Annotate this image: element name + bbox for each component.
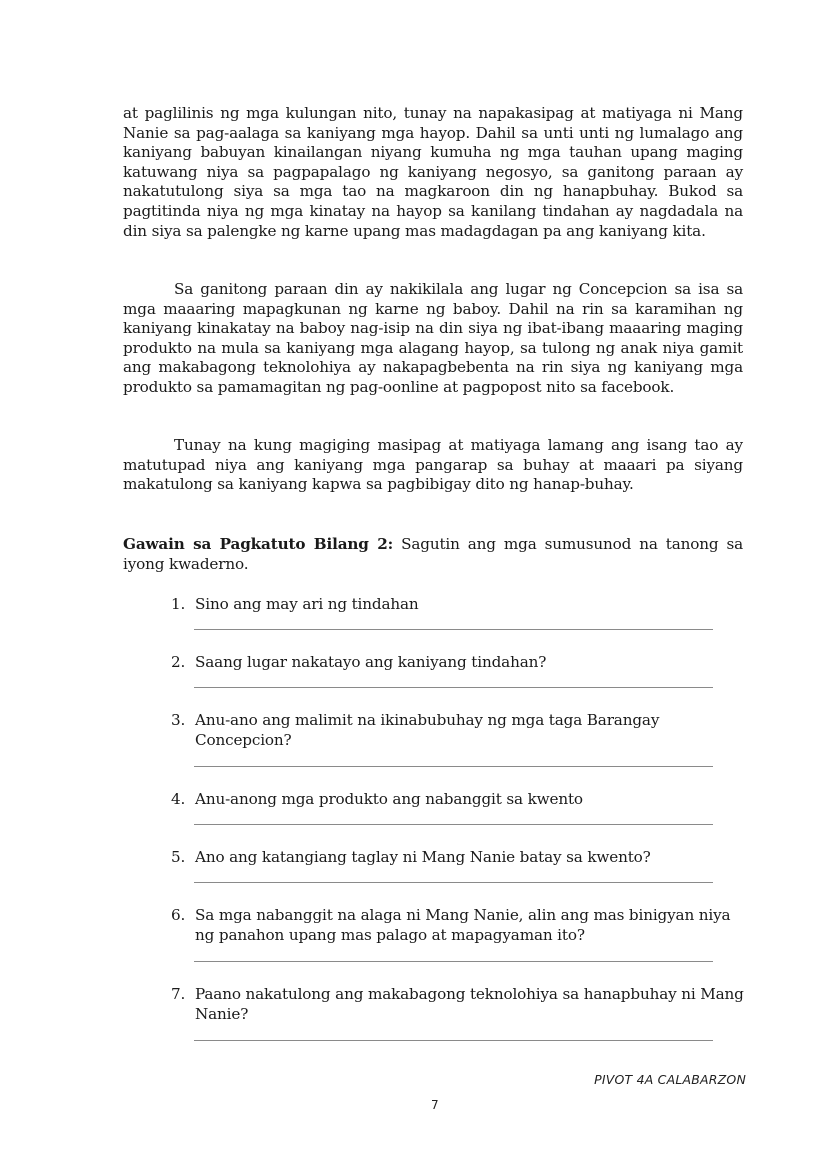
question-text: Sino ang may ari ng tindahan (195, 595, 419, 613)
answer-line[interactable] (194, 961, 713, 962)
question-number: 3. (171, 711, 186, 729)
question-text: Sa mga nabanggit na alaga ni Mang Nanie, alin ang mas binigyan niya ng panahon upang mas palago at mapagyaman ito? (195, 906, 731, 944)
story-paragraph-1: at paglilinis ng mga kulungan nito, tunay na napakasipag at matiyaga ni Mang Nanie sa pag-aalaga sa kaniyang mga hayop. Dahil sa unti unti ng lumalago ang kaniyang babuyan kinailangan niyang kumuha ng mga tauhan upang maging katuwang niya sa pagpapalago ng kaniyang negosyo, sa ganitong paraan ay nakatutulong siya sa mga tao na magkaroon din ng hanapbuhay. Bukod sa pagtitinda niya ng mga kinatay na hayop sa kanilang tindahan ay nagdadala na din siya sa palengke ng karne upang mas madagdagan pa ang kaniyang kita. (123, 104, 743, 240)
answer-line[interactable] (194, 882, 713, 883)
question-number: 4. (171, 790, 186, 808)
question-text: Anu-ano ang malimit na ikinabubuhay ng mga taga Barangay Concepcion? (195, 711, 660, 749)
question-number: 2. (171, 653, 186, 671)
answer-line[interactable] (194, 687, 713, 688)
question-number: 1. (171, 595, 186, 613)
activity-instruction-text: Sagutin ang mga sumusunod na tanong sa iyong kwaderno. (123, 535, 743, 573)
activity-title: Gawain sa Pagkatuto Bilang 2: (123, 535, 394, 553)
activity-instructions (123, 535, 743, 574)
footer-label: PIVOT 4A CALABARZON (594, 1072, 746, 1087)
question-text: Paano nakatulong ang makabagong teknolohiya sa hanapbuhay ni Mang Nanie? (195, 985, 744, 1023)
answer-line[interactable] (194, 1040, 713, 1041)
page-number: 7 (431, 1098, 439, 1112)
answer-line[interactable] (194, 629, 713, 630)
question-text: Anu-anong mga produkto ang nabanggit sa kwento (195, 790, 583, 808)
answer-line[interactable] (194, 824, 713, 825)
question-number: 7. (171, 985, 186, 1003)
story-paragraph-2: Sa ganitong paraan din ay nakikilala ang lugar ng Concepcion sa isa sa mga maaaring mapagkunan ng karne ng baboy. Dahil na rin sa karamihan ng kaniyang kinakatay na baboy nag-isip na din siya ng ibat-ibang maaaring maging produkto na mula sa kaniyang mga alagang hayop, sa tulong ng anak niya gamit ang makabagong teknolohiya ay nakapagbebenta na rin siya ng kaniyang mga produkto sa pamamagitan ng pag-oonline at pagpopost nito sa facebook. (123, 280, 743, 396)
question-number: 5. (171, 848, 186, 866)
answer-line[interactable] (194, 766, 713, 767)
question-text: Saang lugar nakatayo ang kaniyang tindahan? (195, 653, 547, 671)
question-text: Ano ang katangiang taglay ni Mang Nanie batay sa kwento? (195, 848, 651, 866)
story-paragraph-3: Tunay na kung magiging masipag at matiyaga lamang ang isang tao ay matutupad niya ang kaniyang mga pangarap sa buhay at maaari pa siyang makatulong sa kaniyang kapwa sa pagbibigay dito ng hanap-buhay. (123, 436, 743, 494)
question-number: 6. (171, 906, 186, 924)
